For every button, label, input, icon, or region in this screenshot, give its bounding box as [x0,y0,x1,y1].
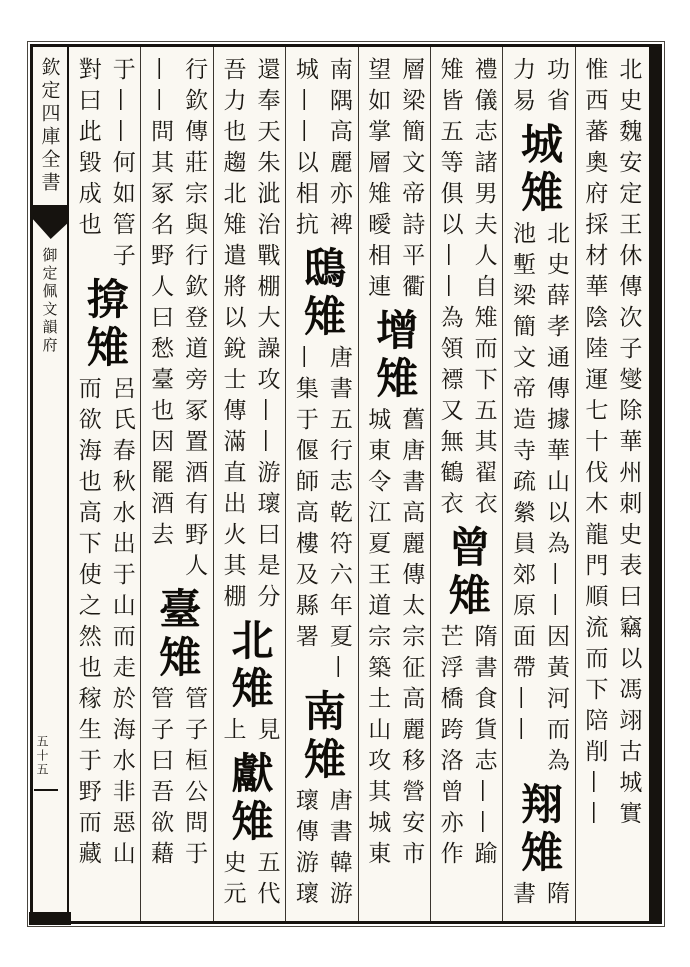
quote-pair [141,686,212,872]
quote-line-left: 力易 [508,57,535,119]
quote-pair [286,788,357,912]
quote-pair [286,57,357,243]
book-page-frame [30,44,662,924]
quote-pair [69,376,140,872]
quote-line-left: 史元 [219,850,246,912]
entry-headword: 曾雉 [442,525,492,621]
quote-line-right: 隋 [542,881,569,912]
quote-line-left: 上 [219,717,246,748]
quote-pair [214,57,285,615]
quote-line-left: 書 [508,881,535,912]
entry-headword: 鴟雉 [297,246,347,342]
text-column [285,47,357,921]
quote-line-left: —集于偃師高樓及縣署 [291,345,318,655]
quote-pair [359,57,430,305]
quote-line-right: 南隅高麗亦裨 [325,57,352,243]
quote-pair [503,221,574,779]
text-column [213,47,285,921]
quote-pair [431,624,502,872]
text-columns [69,47,659,921]
text-column [358,47,430,921]
text-column [502,47,574,921]
quote-pair [286,345,357,686]
quote-pair [359,407,430,872]
quote-line-left: ——問其冢名野人曰愁臺也因罷酒去 [147,57,174,553]
page-number: 五十五 [35,735,49,777]
quote-line-left: 惟西蕃奧府採材華陰陸運七十伐木龍門順流而下陪削—— [581,57,608,832]
entry-headword: 北雉 [225,618,275,714]
quote-pair [141,57,212,584]
quote-pair [503,881,574,912]
quote-line-left: 城——以相抗 [291,57,318,243]
quote-line-right: 層梁簡文帝詩平衢 [398,57,425,305]
quote-pair [69,57,140,274]
text-column [575,47,647,921]
quote-line-left: 對曰此毀成也 [74,57,101,243]
entry-headword: 臺雉 [153,587,203,683]
entry-headword: 揜雉 [80,277,130,373]
quote-line-right: 呂氏春秋水出于山而走於海水非惡山 [108,376,135,872]
quote-line-right: 行欽傳莊宗與行欽登道旁冢置酒有野人 [181,57,208,584]
entry-headword: 南雉 [297,689,347,785]
ink-blot [29,912,71,925]
quote-pair [214,717,285,748]
quote-line-left: 吾力也趨北雉遣將以銳士傳滿直出火其棚 [219,57,246,615]
quote-line-right: 唐書五行志乾符六年夏— [325,345,352,686]
quote-pair [214,850,285,912]
entry-headword: 城雉 [514,122,564,218]
quote-line-right: 見 [253,717,280,748]
gutter-shadow [649,45,661,923]
quote-line-right: 禮儀志諸男夫人自雉而下五其翟衣 [470,57,497,522]
text-column [430,47,502,921]
quote-line-left: 雉皆五等俱以——為領褾又無鶴衣 [436,57,463,522]
quote-line-right: 舊唐書高麗傳太宗征高麗移營安市 [398,407,425,872]
quote-line-left: 芒浮橋跨洛曾亦作 [436,624,463,872]
text-column [140,47,212,921]
quote-line-right: 唐書韓游 [325,788,352,912]
entry-headword: 增雉 [370,308,420,404]
entry-headword: 翔雉 [514,782,564,878]
quote-line-right: 還奉天朱泚治戰棚大譟攻——游瓌曰是分 [253,57,280,615]
page-number-rule [34,789,58,791]
quote-line-left: 管子曰吾欲藉 [147,686,174,872]
quote-line-right: 于——何如管子 [108,57,135,274]
quote-pair [431,57,502,522]
quote-line-right: 五代 [253,850,280,912]
quote-line-right: 北史魏安定王休傳次子燮除華州刺史表曰竊以馮翊古城實 [615,57,642,832]
quote-line-right: 北史薛孝通傳據華山以為——因黃河而為 [542,221,569,779]
entry-headword: 獻雉 [225,751,275,847]
quote-line-left: 望如掌層雉曖相連 [364,57,391,305]
quote-line-left: 瓌傳游瓌 [291,788,318,912]
margin-strip [33,47,69,921]
quote-line-right: 功省 [542,57,569,119]
quote-line-left: 城東令江夏王道宗築土山攻其城東 [364,407,391,872]
book-title: 御定佩文韻府 [40,247,59,355]
collection-title: 欽定四庫全書 [38,57,61,195]
quote-line-left: 池塹梁簡文帝造寺疏縈員郊原面帶—— [508,221,535,748]
fishtail-tab-mark [33,205,67,239]
quote-line-right: 管子桓公問于 [181,686,208,872]
quote-line-right: 隋書食貨志——踰 [470,624,497,872]
quote-line-left: 而欲海也高下使之然也稼生于野而藏 [74,376,101,872]
quote-pair [503,57,574,119]
quote-pair [576,57,647,832]
text-column [69,47,140,921]
